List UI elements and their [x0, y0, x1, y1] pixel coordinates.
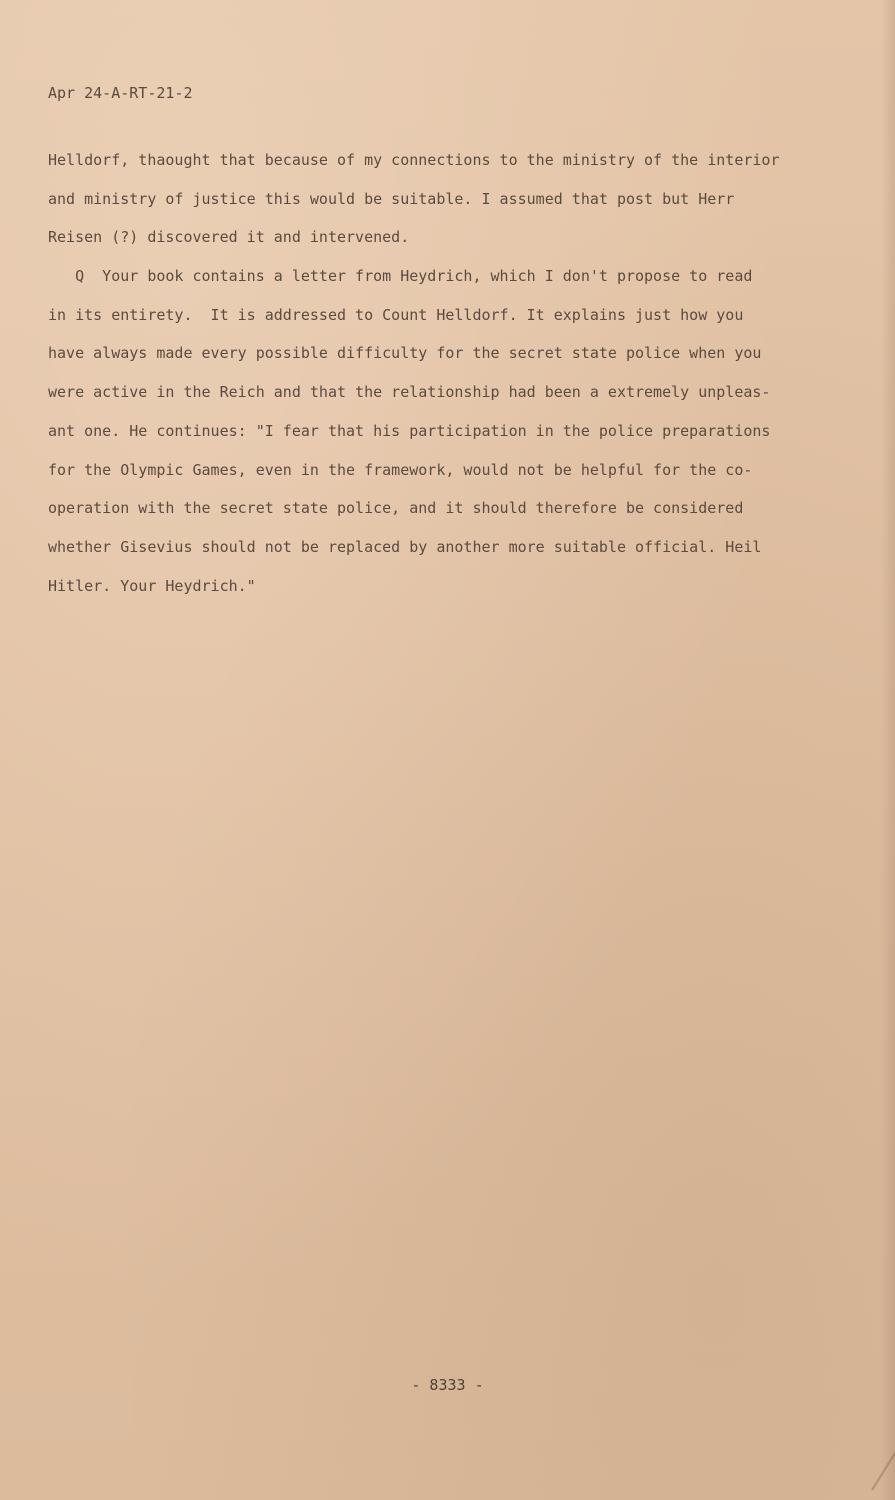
text-line: Reisen (?) discovered it and intervened.: [48, 228, 410, 247]
text-line: for the Olympic Games, even in the framework, would not be helpful for the co-: [48, 460, 753, 479]
text-line: and ministry of justice this would be suitable. I assumed that post but Herr: [48, 189, 735, 208]
text-line: operation with the secret state police, and it should therefore be considered: [48, 499, 744, 518]
transcript-body: [48, 141, 848, 605]
question-line: Q Your book contains a letter from Heydrich, which I don't propose to read: [48, 267, 753, 286]
page-number: - 8333 -: [411, 1376, 484, 1394]
paper-crease: [871, 1422, 895, 1491]
text-line: have always made every possible difficulty for the secret state police when you: [48, 344, 762, 363]
text-line: were active in the Reich and that the relationship had been a extremely unpleas-: [48, 383, 771, 402]
text-line: Helldorf, thaought that because of my connections to the ministry of the interior: [48, 151, 780, 169]
text-line: ant one. He continues: "I fear that his participation in the police preparations: [48, 421, 771, 440]
text-line: Hitler. Your Heydrich.": [48, 576, 256, 595]
text-line: in its entirety. It is addressed to Count Helldorf. It explains just how you: [48, 305, 744, 324]
document-reference: Apr 24-A-RT-21-2: [48, 84, 193, 102]
text-line: whether Gisevius should not be replaced by another more suitable official. Heil: [48, 537, 762, 556]
